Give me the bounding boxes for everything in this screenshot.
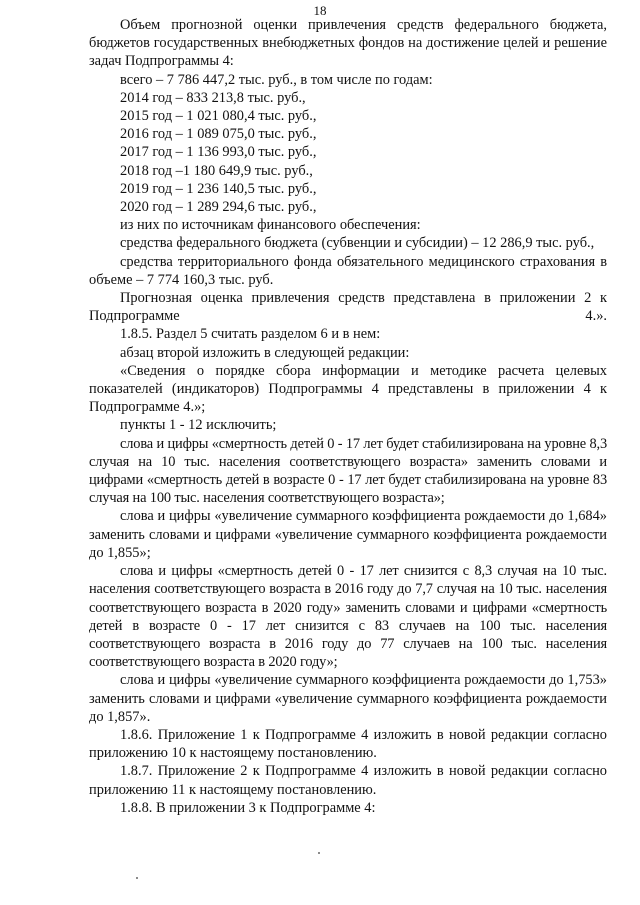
paragraph-birth-rate-1857: слова и цифры «увеличение суммарного коэффициента рождаемости до 1,753» заменить словами и цифрами «увеличение суммарного коэффициента рождаемости до 1,857». (89, 672, 607, 725)
paragraph-birth-rate-1855: слова и цифры «увеличение суммарного коэффициента рождаемости до 1,684» заменить словами и цифрами «увеличение суммарного коэффициента рождаемости до 1,855»; (89, 508, 607, 561)
paragraph-year-2020: 2020 год – 1 289 294,6 тыс. руб., (120, 199, 317, 216)
paragraph-year-2014: 2014 год – 833 213,8 тыс. руб., (120, 89, 306, 106)
paragraph-year-2019: 2019 год – 1 236 140,5 тыс. руб., (120, 180, 317, 197)
scan-speck (318, 852, 320, 854)
document-body (89, 16, 607, 817)
scan-speck (136, 877, 138, 879)
paragraph-funding-sources: из них по источникам финансового обеспечения: (120, 217, 421, 234)
paragraph-item-1-8-6: 1.8.6. Приложение 1 к Подпрограмме 4 изложить в новой редакции согласно приложению 10 к настоящему постановлению. (89, 726, 607, 762)
paragraph-child-mortality-stabilization: слова и цифры «смертность детей 0 - 17 лет будет стабилизирована на уровне 8,3 случая на 10 тыс. населения соответствующего возраста» заменить словами и цифрами «смертность детей в возрасте 0 - 17 лет будет стабилизирована на уровне 83 случая на 100 тыс. населения соответствующего возраста»; (89, 435, 607, 507)
paragraph-points-excluded: пункты 1 - 12 исключить; (120, 417, 277, 434)
paragraph-territorial-fund: средства территориального фонда обязательного медицинского страхования в объеме – 7 774 160,3 тыс. руб. (89, 253, 607, 288)
paragraph-year-2016: 2016 год – 1 089 075,0 тыс. руб., (120, 126, 317, 143)
paragraph-item-1-8-8: 1.8.8. В приложении 3 к Подпрограмме 4: (120, 799, 376, 816)
paragraph-second-abzac: абзац второй изложить в следующей редакции: (120, 344, 410, 361)
paragraph-item-1-8-7: 1.8.7. Приложение 2 к Подпрограмме 4 изложить в новой редакции согласно приложению 11 к настоящему постановлению. (89, 763, 607, 798)
paragraph-funding-intro: Объем прогнозной оценки привлечения средств федерального бюджета, бюджетов государственных внебюджетных фондов на достижение целей и решение задач Подпрограммы 4: (89, 17, 607, 70)
paragraph-year-2018: 2018 год –1 180 649,9 тыс. руб., (120, 162, 313, 179)
paragraph-funding-total: всего – 7 786 447,2 тыс. руб., в том числе по годам: (120, 71, 433, 88)
paragraph-data-collection: «Сведения о порядке сбора информации и методике расчета целевых показателей (индикаторов) Подпрограммы 4 представлены в приложении 4 к Подпрограмме 4.»; (89, 362, 607, 416)
paragraph-year-2017: 2017 год – 1 136 993,0 тыс. руб., (120, 144, 317, 161)
paragraph-child-mortality-decrease: слова и цифры «смертность детей 0 - 17 лет снизится с 8,3 случая на 10 тыс. населения соответствующего возраста в 2016 году до 7,7 случая на 10 тыс. населения соответствующего возраста в 2020 году» заменить словами и цифрами «смертность детей в возрасте 0 - 17 лет снизится с 83 случаев на 100 тыс. населения соответствующего возраста в 2016 году до 77 случаев на 100 тыс. населения соответствующего возраста в 2020 году»; (89, 563, 607, 671)
paragraph-item-1-8-5: 1.8.5. Раздел 5 считать разделом 6 и в нем: (120, 326, 381, 343)
page-number: 18 (313, 3, 327, 18)
paragraph-forecast-appendix: Прогнозная оценка привлечения средств представлена в приложении 2 к Подпрограмме 4.». (89, 290, 607, 325)
paragraph-federal-budget: средства федерального бюджета (субвенции и субсидии) – 12 286,9 тыс. руб., (120, 235, 595, 252)
paragraph-year-2015: 2015 год – 1 021 080,4 тыс. руб., (120, 108, 317, 125)
